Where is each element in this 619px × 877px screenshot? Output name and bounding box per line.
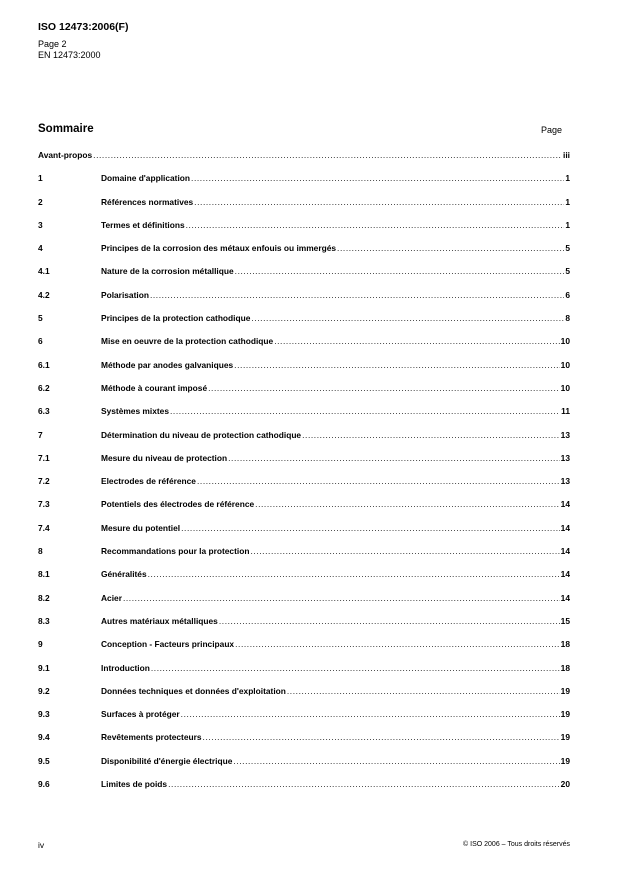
toc-entry-title: Avant-propos	[38, 150, 93, 160]
toc-entry-page: 14	[560, 569, 570, 580]
toc-entry-title: Revêtements protecteurs	[101, 732, 202, 743]
toc-entry-title: Mesure du niveau de protection	[101, 452, 228, 463]
toc-entry-title: Polarisation	[101, 289, 149, 300]
toc-entry-page: 5	[565, 266, 570, 277]
toc-entry-title: Electrodes de référence	[101, 476, 196, 487]
toc-dot-leader	[181, 709, 560, 719]
toc-entry-number: 8.2	[38, 592, 50, 603]
toc-entry[interactable]	[38, 546, 570, 569]
toc-entry[interactable]	[38, 197, 570, 220]
toc-dot-leader	[208, 383, 560, 393]
toc-entry-page: 1	[565, 219, 570, 230]
toc-dot-leader	[235, 266, 565, 276]
toc-entry-page: 19	[560, 732, 570, 743]
toc-entry[interactable]	[38, 779, 570, 802]
toc-entry-number: 7.4	[38, 522, 50, 533]
toc-entry[interactable]	[38, 383, 570, 406]
toc-entry-page: 14	[560, 592, 570, 603]
toc-entry-page: 19	[560, 709, 570, 720]
toc-dot-leader	[302, 430, 560, 440]
toc-entry-number: 6	[38, 336, 43, 347]
toc-dot-leader	[251, 313, 564, 323]
toc-entry[interactable]	[38, 569, 570, 592]
page-indicator: Page 2	[38, 39, 67, 49]
toc-entry-number: 6.1	[38, 359, 50, 370]
toc-entry-title: Généralités	[101, 569, 147, 580]
toc-entry[interactable]	[38, 173, 570, 196]
toc-entry-page: 6	[565, 289, 570, 300]
toc-entry-title: Limites de poids	[101, 779, 168, 790]
toc-entry[interactable]	[38, 639, 570, 662]
toc-entry-title: Méthode à courant imposé	[101, 382, 208, 393]
toc-entry-page: 11	[561, 406, 570, 417]
toc-entry[interactable]	[38, 499, 570, 522]
toc-entry-title: Références normatives	[101, 196, 194, 207]
toc-entry-title: Recommandations pour la protection	[101, 546, 250, 557]
toc-dot-leader	[150, 290, 564, 300]
toc-dot-leader	[255, 499, 560, 509]
toc-dot-leader	[250, 546, 559, 556]
toc-page-column-label: Page	[541, 125, 563, 135]
toc-entry-page: 10	[560, 336, 570, 347]
toc-entry-page: 10	[560, 359, 570, 370]
toc-dot-leader	[186, 220, 565, 230]
toc-dot-leader	[233, 756, 559, 766]
toc-entry[interactable]	[38, 709, 570, 732]
toc-entry[interactable]	[38, 313, 570, 336]
toc-dot-leader	[168, 779, 560, 789]
toc-entry-number: 4.1	[38, 266, 50, 277]
toc-dot-leader	[228, 453, 560, 463]
toc-entry-number: 8	[38, 546, 43, 557]
toc-entry[interactable]	[38, 266, 570, 289]
footer-page-number: iv	[38, 840, 45, 850]
toc-entry-title: Données techniques et données d'exploitation	[101, 685, 286, 696]
toc-entry-number: 6.3	[38, 406, 50, 417]
toc-entry-title: Surfaces à protéger	[101, 709, 180, 720]
toc-entry[interactable]	[38, 360, 570, 383]
toc-entry-page: 18	[560, 639, 570, 650]
toc-entry[interactable]	[38, 406, 570, 429]
toc-entry-title: Principes de la protection cathodique	[101, 313, 251, 324]
toc-dot-leader	[219, 616, 560, 626]
toc-entry-title: Acier	[101, 592, 122, 603]
toc-entry-page: 5	[565, 243, 570, 254]
toc-entry-title: Autres matériaux métalliques	[101, 615, 218, 626]
toc-entry[interactable]	[38, 220, 570, 243]
toc-dot-leader	[235, 639, 560, 649]
toc-entry-title: Potentiels des électrodes de référence	[101, 499, 255, 510]
toc-entry-page: 1	[565, 196, 570, 207]
toc-entry-title: Méthode par anodes galvaniques	[101, 359, 234, 370]
toc-entry-page: 13	[560, 452, 570, 463]
toc-entry-number: 5	[38, 313, 43, 324]
toc-entry-title: Systèmes mixtes	[101, 406, 169, 417]
toc-dot-leader	[274, 336, 559, 346]
toc-entry-title: Introduction	[101, 662, 150, 673]
toc-entry[interactable]	[38, 453, 570, 476]
toc-dot-leader	[148, 569, 560, 579]
toc-entry-title: Nature de la corrosion métallique	[101, 266, 234, 277]
toc-entry-number: 4.2	[38, 289, 50, 300]
toc-entry[interactable]	[38, 150, 570, 173]
en-reference: EN 12473:2000	[38, 50, 101, 60]
toc-dot-leader	[234, 360, 560, 370]
toc-entry[interactable]	[38, 430, 570, 453]
toc-entry-number: 9.4	[38, 732, 50, 743]
toc-entry-number: 9.1	[38, 662, 50, 673]
toc-dot-leader	[191, 173, 564, 183]
toc-entry[interactable]	[38, 523, 570, 546]
toc-entry-number: 7.2	[38, 476, 50, 487]
toc-entry-number: 4	[38, 243, 43, 254]
toc-entry-title: Mise en oeuvre de la protection cathodique	[101, 336, 274, 347]
toc-entry[interactable]	[38, 336, 570, 359]
toc-entry[interactable]	[38, 732, 570, 755]
toc-entry-number: 9.6	[38, 779, 50, 790]
toc-entry[interactable]	[38, 686, 570, 709]
toc-entry[interactable]	[38, 593, 570, 616]
toc-entry-page: 14	[560, 546, 570, 557]
toc-entry-title: Termes et définitions	[101, 219, 185, 230]
toc-entry-title: Domaine d'application	[101, 173, 191, 184]
toc-entry-page: 14	[560, 499, 570, 510]
toc-entry-page: 10	[560, 382, 570, 393]
toc-entry-number: 9.3	[38, 709, 50, 720]
toc-entry-title: Principes de la corrosion des métaux enfouis ou immergés	[101, 243, 337, 254]
toc-entry[interactable]	[38, 290, 570, 313]
toc-entry-number: 7.1	[38, 452, 50, 463]
toc-dot-leader	[337, 243, 564, 253]
toc-entry-title: Conception - Facteurs principaux	[101, 639, 235, 650]
toc-entry-page: 20	[560, 779, 570, 790]
toc-entry-number: 7.3	[38, 499, 50, 510]
toc-dot-leader	[287, 686, 560, 696]
toc-dot-leader	[181, 523, 560, 533]
toc-entry-page: 18	[560, 662, 570, 673]
toc-entry[interactable]	[38, 476, 570, 499]
toc-entry-number: 7	[38, 429, 43, 440]
toc-entry-title: Détermination du niveau de protection cathodique	[101, 429, 302, 440]
toc-entry-page: 15	[560, 615, 570, 626]
toc-entry[interactable]	[38, 756, 570, 779]
toc-entry-page: iii	[563, 150, 570, 160]
toc-entry-number: 2	[38, 196, 43, 207]
toc-entry-page: 14	[560, 522, 570, 533]
toc-entry-page: 19	[560, 685, 570, 696]
toc-dot-leader	[151, 663, 560, 673]
table-of-contents	[38, 150, 570, 802]
toc-dot-leader	[197, 476, 560, 486]
toc-entry-title: Disponibilité d'énergie électrique	[101, 755, 233, 766]
toc-dot-leader	[93, 150, 562, 160]
toc-entry[interactable]	[38, 663, 570, 686]
toc-entry[interactable]	[38, 616, 570, 639]
toc-dot-leader	[123, 593, 560, 603]
toc-entry-number: 1	[38, 173, 43, 184]
toc-entry-page: 13	[560, 429, 570, 440]
toc-heading: Sommaire	[38, 123, 94, 135]
toc-entry-page: 1	[565, 173, 570, 184]
toc-entry-number: 3	[38, 219, 43, 230]
footer-copyright: © ISO 2006 – Tous droits réservés	[463, 841, 570, 848]
document-id: ISO 12473:2006(F)	[38, 21, 129, 33]
toc-entry-number: 9.5	[38, 755, 50, 766]
toc-entry-number: 9.2	[38, 685, 50, 696]
toc-dot-leader	[194, 197, 564, 207]
toc-entry-title: Mesure du potentiel	[101, 522, 181, 533]
toc-entry-number: 8.3	[38, 615, 50, 626]
toc-dot-leader	[170, 406, 560, 416]
toc-dot-leader	[203, 732, 560, 742]
toc-entry-page: 19	[560, 755, 570, 766]
toc-entry[interactable]	[38, 243, 570, 266]
toc-entry-number: 6.2	[38, 382, 50, 393]
toc-entry-page: 13	[560, 476, 570, 487]
toc-entry-page: 8	[565, 313, 570, 324]
toc-entry-number: 8.1	[38, 569, 50, 580]
toc-entry-number: 9	[38, 639, 43, 650]
